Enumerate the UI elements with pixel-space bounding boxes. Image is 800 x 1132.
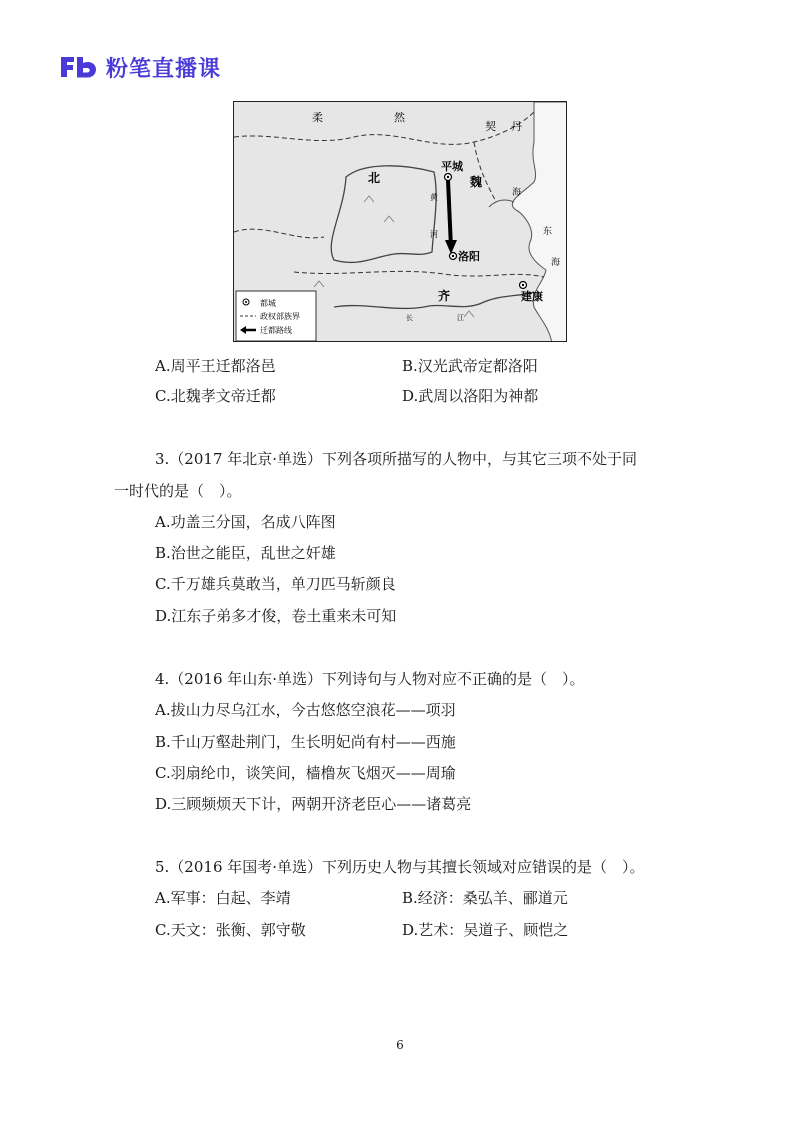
q5-option-d: D.艺术：吴道子、顾恺之 xyxy=(402,921,569,939)
q2-option-a: A.周平王迁都洛邑 xyxy=(155,357,276,375)
map-label-hai-2: 海 xyxy=(551,258,561,268)
fb-logo-icon xyxy=(58,54,98,80)
q3-stem-line2: 一时代的是（ ）。 xyxy=(114,482,242,500)
q4-stem: 4.（2016 年山东·单选）下列诗句与人物对应不正确的是（ ）。 xyxy=(155,670,585,688)
historical-map xyxy=(233,101,567,342)
map-label-bei: 北 xyxy=(368,171,381,185)
map-label-jiankang: 建康 xyxy=(521,290,543,303)
map-label-rouran-1: 柔 xyxy=(312,111,323,124)
q3-stem-line1: 3.（2017 年北京·单选）下列各项所描写的人物中，与其它三项不处于同 xyxy=(155,450,638,468)
map-label-chang: 长 xyxy=(406,314,413,322)
q5-option-c: C.天文：张衡、郭守敬 xyxy=(155,921,306,939)
q2-option-c: C.北魏孝文帝迁都 xyxy=(155,387,276,405)
q4-option-a: A.拔山力尽乌江水，今古悠悠空浪花——项羽 xyxy=(155,701,456,719)
map-label-he: 河 xyxy=(430,230,438,239)
legend-route: 迁都路线 xyxy=(260,326,292,335)
map-label-jiang: 江 xyxy=(457,314,464,322)
map-drawing xyxy=(234,102,567,342)
map-label-wei: 魏 xyxy=(470,175,483,189)
map-label-huang: 黄 xyxy=(430,193,438,202)
q3-option-a: A.功盖三分国，名成八阵图 xyxy=(155,513,336,531)
map-label-pingcheng: 平城 xyxy=(441,160,463,173)
map-label-qidan-1: 契 xyxy=(485,120,496,133)
q4-option-d: D.三顾频烦天下计，两朝开济老臣心——诸葛亮 xyxy=(155,795,472,813)
brand-logo xyxy=(58,52,221,82)
brand-text: 粉笔直播课 xyxy=(106,56,222,82)
q3-option-c: C.千万雄兵莫敢当，单刀匹马斩颜良 xyxy=(155,575,396,593)
q5-option-a: A.军事：白起、李靖 xyxy=(155,889,291,907)
q2-option-b: B.汉光武帝定都洛阳 xyxy=(402,357,538,375)
map-label-dong: 东 xyxy=(543,227,553,237)
q4-option-b: B.千山万壑赴荆门，生长明妃尚有村——西施 xyxy=(155,733,456,751)
map-label-hai-1: 海 xyxy=(512,188,522,198)
q5-option-b: B.经济：桑弘羊、郦道元 xyxy=(402,889,568,907)
map-label-rouran-2: 然 xyxy=(394,111,405,124)
q4-option-c: C.羽扇纶巾，谈笑间，樯橹灰飞烟灭——周瑜 xyxy=(155,764,456,782)
map-label-qi: 齐 xyxy=(438,289,451,303)
map-label-qidan-2: 丹 xyxy=(511,120,522,133)
page-number: 6 xyxy=(396,1038,404,1052)
map-label-luoyang: 洛阳 xyxy=(458,250,480,263)
q5-stem: 5.（2016 年国考·单选）下列历史人物与其擅长领域对应错误的是（ ）。 xyxy=(155,858,645,876)
legend-border: 政权部族界 xyxy=(260,312,300,321)
brand-name xyxy=(106,52,221,83)
q3-option-d: D.江东子弟多才俊，卷土重来未可知 xyxy=(155,607,397,625)
q2-option-d: D.武周以洛阳为神都 xyxy=(402,387,539,405)
legend-capital: 都城 xyxy=(260,299,276,308)
q3-option-b: B.治世之能臣，乱世之奸雄 xyxy=(155,544,336,562)
